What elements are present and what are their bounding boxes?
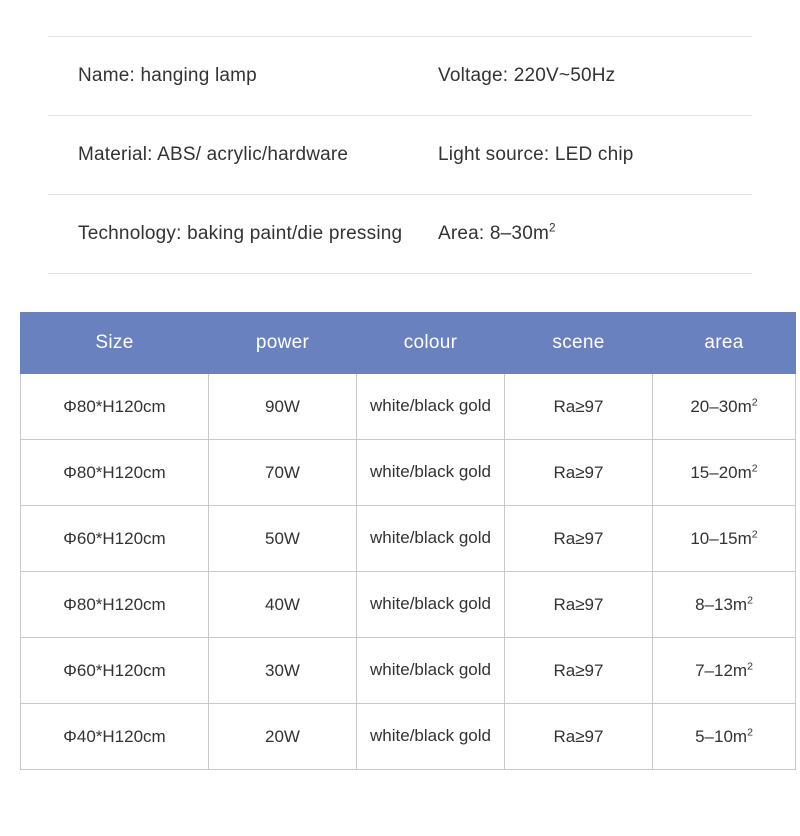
table-row	[21, 374, 796, 440]
cell-scene: Ra≥97	[505, 638, 653, 704]
cell-area	[653, 440, 796, 506]
spec-area-text: Area: 8–30m	[438, 223, 549, 244]
cell-area-superscript: 2	[747, 593, 753, 606]
column-header-colour: colour	[357, 313, 505, 374]
cell-size: Φ60*H120cm	[21, 638, 209, 704]
cell-colour: white/black gold	[357, 374, 505, 440]
table-row	[21, 506, 796, 572]
cell-power: 50W	[209, 506, 357, 572]
spec-voltage-text: Voltage: 220V~50Hz	[438, 65, 616, 86]
column-header-power: power	[209, 313, 357, 374]
cell-area-superscript: 2	[751, 527, 758, 540]
spec-row	[48, 194, 752, 274]
cell-power: 90W	[209, 374, 357, 440]
cell-area	[653, 704, 796, 770]
cell-area-superscript: 2	[747, 725, 753, 738]
cell-area-text: 8–13m	[695, 594, 748, 614]
table-row	[21, 638, 796, 704]
spec-technology: Technology: baking paint/die pressing	[78, 223, 403, 244]
cell-area-text: 10–15m	[690, 528, 752, 548]
cell-area	[653, 638, 796, 704]
table-body	[21, 374, 796, 770]
table-row	[21, 572, 796, 638]
cell-area-text: 15–20m	[690, 462, 752, 482]
spec-row	[48, 36, 752, 115]
cell-scene: Ra≥97	[505, 440, 653, 506]
spec-voltage	[438, 65, 615, 87]
spec-name: Name: hanging lamp	[78, 65, 257, 86]
cell-power: 30W	[209, 638, 357, 704]
cell-area	[653, 374, 796, 440]
column-header-area: area	[653, 313, 796, 374]
specification-summary	[48, 36, 752, 274]
cell-size: Φ80*H120cm	[21, 374, 209, 440]
spec-light-source-text: Light source: LED chip	[438, 144, 634, 165]
cell-size: Φ40*H120cm	[21, 704, 209, 770]
cell-size: Φ80*H120cm	[21, 440, 209, 506]
cell-size: Φ80*H120cm	[21, 572, 209, 638]
cell-size: Φ60*H120cm	[21, 506, 209, 572]
spec-material: Material: ABS/ acrylic/hardware	[78, 144, 349, 165]
cell-area-superscript: 2	[751, 461, 758, 474]
cell-scene: Ra≥97	[505, 374, 653, 440]
cell-colour: white/black gold	[357, 572, 505, 638]
cell-area-superscript: 2	[751, 395, 758, 408]
cell-colour: white/black gold	[357, 704, 505, 770]
cell-scene: Ra≥97	[505, 572, 653, 638]
spec-row	[48, 115, 752, 194]
cell-power: 70W	[209, 440, 357, 506]
cell-area-text: 7–12m	[695, 660, 748, 680]
spec-light-source	[438, 144, 634, 166]
cell-power: 40W	[209, 572, 357, 638]
spec-table-wrapper	[20, 312, 780, 770]
cell-scene: Ra≥97	[505, 704, 653, 770]
spec-area-superscript: 2	[549, 221, 556, 235]
product-spec-page	[0, 36, 800, 836]
cell-area	[653, 572, 796, 638]
cell-area	[653, 506, 796, 572]
spec-table	[20, 312, 796, 770]
cell-colour: white/black gold	[357, 440, 505, 506]
column-header-scene: scene	[505, 313, 653, 374]
table-header	[21, 313, 796, 374]
cell-area-text: 5–10m	[695, 726, 748, 746]
cell-colour: white/black gold	[357, 506, 505, 572]
table-row	[21, 440, 796, 506]
table-header-row	[21, 313, 796, 374]
cell-power: 20W	[209, 704, 357, 770]
cell-area-text: 20–30m	[690, 396, 752, 416]
cell-scene: Ra≥97	[505, 506, 653, 572]
column-header-size: Size	[21, 313, 209, 374]
table-row	[21, 704, 796, 770]
cell-area-superscript: 2	[747, 659, 753, 672]
cell-colour: white/black gold	[357, 638, 505, 704]
spec-area	[438, 223, 556, 245]
